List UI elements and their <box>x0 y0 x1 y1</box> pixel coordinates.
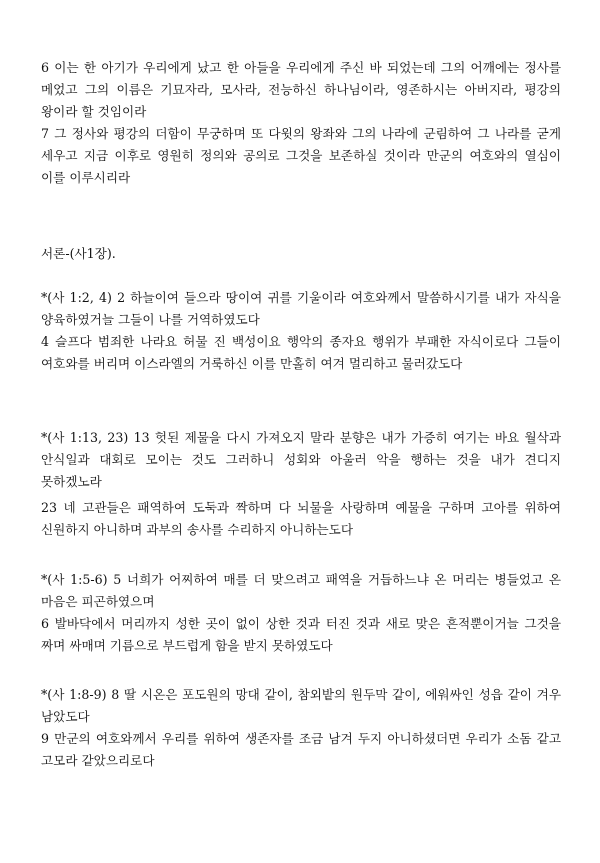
section-heading: 서론-(사1장). <box>41 246 116 261</box>
isaiah-1-5-6-paragraph: *(사 1:5-6) 5 너희가 어찌하여 매를 더 맞으려고 패역을 거듭하느냐 온 머리는 병들었고 온 마음은 피곤하였으며 <box>41 572 561 609</box>
isaiah-1-4-paragraph: 4 슬프다 범죄한 나라요 허물 진 백성이요 행악의 종자요 행위가 부패한 자식이로다 그들이 여호와를 버리며 이스라엘의 거룩하신 이를 만홀히 여겨 멀리하고 물러갔도다 <box>41 334 561 371</box>
verse-6-paragraph: 6 이는 한 아기가 우리에게 났고 한 아들을 우리에게 주신 바 되었는데 그의 어깨에는 정사를 메었고 그의 이름은 기묘자라, 모사라, 전능하신 하나님이라, 영존하시는 아버지라, 평강의 왕이라 할 것임이라 <box>41 60 561 119</box>
isaiah-1-8-9-paragraph: *(사 1:8-9) 8 딸 시온은 포도원의 망대 같이, 참외밭의 원두막 같이, 에워싸인 성읍 같이 겨우 남았도다 <box>41 687 561 724</box>
isaiah-1-13-23-paragraph: *(사 1:13, 23) 13 헛된 제물을 다시 가져오지 말라 분향은 내가 가증히 여기는 바요 월삭과 안식일과 대회로 모이는 것도 그러하니 성회와 아울러 악을 행하는 것을 내가 견디지 못하겠노라 <box>41 430 561 489</box>
isaiah-1-6-paragraph: 6 발바닥에서 머리까지 성한 곳이 없이 상한 것과 터진 것과 새로 맞은 흔적뿐이거늘 그것을 짜며 싸매며 기름으로 부드럽게 함을 받지 못하였도다 <box>41 616 561 653</box>
isaiah-1-9-paragraph: 9 만군의 여호와께서 우리를 위하여 생존자를 조금 남겨 두지 아니하셨더면 우리가 소돔 같고 고모라 같았으리로다 <box>41 731 561 768</box>
verse-7-paragraph: 7 그 정사와 평강의 더함이 무궁하며 또 다윗의 왕좌와 그의 나라에 군림하여 그 나라를 굳게 세우고 지금 이후로 영원히 정의와 공의로 그것을 보존하실 것이라 만군의 여호와의 열심이 이를 이루시리라 <box>41 126 561 185</box>
isaiah-1-2-4-paragraph: *(사 1:2, 4) 2 하늘이여 들으라 땅이여 귀를 기울이라 여호와께서 말씀하시기를 내가 자식을 양육하였거늘 그들이 나를 거역하였도다 <box>41 290 561 327</box>
isaiah-1-23-paragraph: 23 네 고관들은 패역하여 도둑과 짝하며 다 뇌물을 사랑하며 예물을 구하며 고아를 위하여 신원하지 아니하며 과부의 송사를 수리하지 아니하는도다 <box>41 500 561 537</box>
